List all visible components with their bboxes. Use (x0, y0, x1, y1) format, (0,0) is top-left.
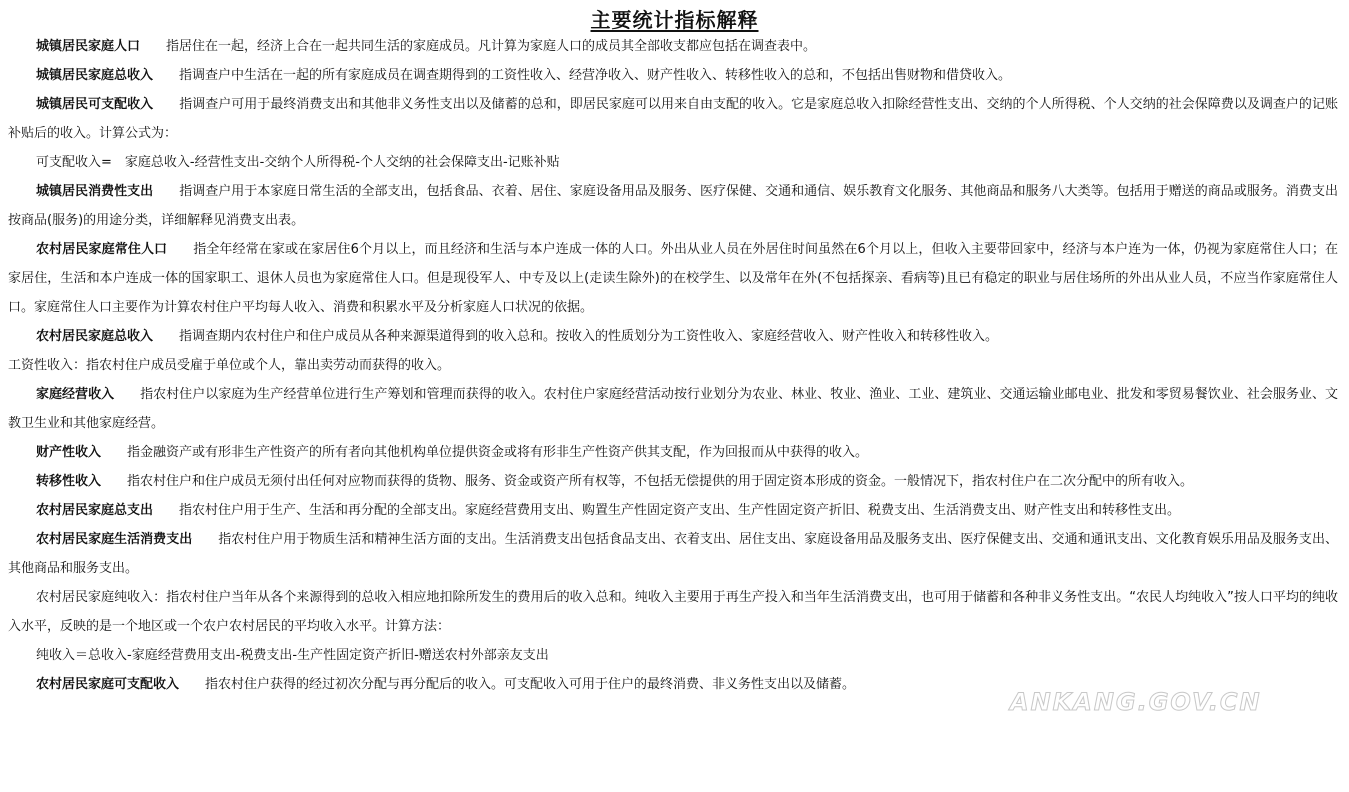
definition-paragraph (8, 235, 1338, 322)
definition-term: 财产性收入 (36, 445, 102, 460)
definition-paragraph (8, 177, 1338, 235)
definition-term: 农村居民家庭生活消费支出 (36, 532, 193, 547)
definition-term: 城镇居民可支配收入 (36, 97, 154, 112)
definition-term: 城镇居民家庭人口 (36, 39, 141, 54)
page-title: 主要统计指标解释 (590, 8, 759, 32)
definition-text: 指农村住户用于生产、生活和再分配的全部支出。家庭经营费用支出、购置生产性固定资产支出、生产性固定资产折旧、税费支出、生活消费支出、财产性支出和转移性支出。 (179, 503, 1181, 518)
definition-paragraph (8, 438, 1338, 467)
definition-paragraph (8, 90, 1338, 148)
definition-text: 指农村住户获得的经过初次分配与再分配后的收入。可支配收入可用于住户的最终消费、非义务性支出以及储蓄。 (205, 677, 856, 692)
definition-text: 农村居民家庭纯收入：指农村住户当年从各个来源得到的总收入相应地扣除所发生的费用后的收入总和。纯收入主要用于再生产投入和当年生活消费支出，也可用于储蓄和各种非义务性支出。“农民人均纯收入”按人口平均的纯收入水平，反映的是一个地区或一个农户农村居民的平均收入水平。计算方法： (8, 590, 1338, 634)
definition-text: 纯收入＝总收入-家庭经营费用支出-税费支出-生产性固定资产折旧-赠送农村外部亲友支出 (36, 648, 549, 663)
document-body (8, 32, 1338, 699)
definition-text: 指农村住户以家庭为生产经营单位进行生产筹划和管理而获得的收入。农村住户家庭经营活动按行业划分为农业、林业、牧业、渔业、工业、建筑业、交通运输业邮电业、批发和零贸易餐饮业、社会服务业、文教卫生业和其他家庭经营。 (8, 387, 1338, 431)
definition-text: 指农村住户和住户成员无须付出任何对应物而获得的货物、服务、资金或资产所有权等，不包括无偿提供的用于固定资本形成的资金。一般情况下，指农村住户在二次分配中的所有收入。 (127, 474, 1194, 489)
definition-term: 城镇居民家庭总收入 (36, 68, 154, 83)
definition-term: 农村居民家庭总收入 (36, 329, 154, 344)
definition-paragraph (8, 496, 1338, 525)
definition-text: 指金融资产或有形非生产性资产的所有者向其他机构单位提供资金或将有形非生产性资产供其支配，作为回报而从中获得的收入。 (127, 445, 869, 460)
definition-text: 指调查户可用于最终消费支出和其他非义务性支出以及储蓄的总和，即居民家庭可以用来自由支配的收入。它是家庭总收入扣除经营性支出、交纳的个人所得税、个人交纳的社会保障费以及调查户的记账补贴后的收入。计算公式为： (8, 97, 1338, 141)
definition-term: 城镇居民消费性支出 (36, 184, 154, 199)
definition-text: 指农村住户用于物质生活和精神生活方面的支出。生活消费支出包括食品支出、衣着支出、居住支出、家庭设备用品及服务支出、医疗保健支出、交通和通讯支出、文化教育娱乐用品及服务支出、其他商品和服务支出。 (8, 532, 1338, 576)
definition-term: 农村居民家庭常住人口 (36, 242, 168, 257)
definition-term: 转移性收入 (36, 474, 102, 489)
definition-term: 农村居民家庭总支出 (36, 503, 154, 518)
definition-text: 指调查户用于本家庭日常生活的全部支出，包括食品、衣着、居住、家庭设备用品及服务、医疗保健、交通和通信、娱乐教育文化服务、其他商品和服务八大类等。包括用于赠送的商品或服务。消费支出按商品(服务)的用途分类，详细解释见消费支出表。 (8, 184, 1338, 228)
site-watermark: ANKANG.GOV.CN (1010, 688, 1262, 716)
definition-text: 指居住在一起，经济上合在一起共同生活的家庭成员。凡计算为家庭人口的成员其全部收支都应包括在调查表中。 (166, 39, 817, 54)
definition-paragraph (8, 32, 1338, 61)
definition-text: 指全年经常在家或在家居住6个月以上，而且经济和生活与本户连成一体的人口。外出从业人员在外居住时间虽然在6个月以上，但收入主要带回家中，经济与本户连为一体，仍视为家庭常住人口；在家居住，生活和本户连成一体的国家职工、退休人员也为家庭常住人口。但是现役军人、中专及以上(走读生除外)的在校学生、以及常年在外(不包括探亲、看病等)且已有稳定的职业与居住场所的外出从业人员，不应当作家庭常住人口。家庭常住人口主要作为计算农村住户平均每人收入、消费和积累水平及分析家庭人口状况的依据。 (8, 242, 1338, 315)
definition-paragraph (8, 467, 1338, 496)
definition-paragraph (8, 148, 1338, 177)
definition-text: 可支配收入= 家庭总收入-经营性支出-交纳个人所得税-个人交纳的社会保障支出-记账补贴 (36, 155, 560, 170)
definition-term: 农村居民家庭可支配收入 (36, 677, 180, 692)
definition-paragraph (8, 351, 1338, 380)
definition-text: 工资性收入：指农村住户成员受雇于单位或个人，靠出卖劳动而获得的收入。 (8, 358, 451, 373)
definition-paragraph (8, 322, 1338, 351)
definition-paragraph (8, 380, 1338, 438)
definition-text: 指调查期内农村住户和住户成员从各种来源渠道得到的收入总和。按收入的性质划分为工资性收入、家庭经营收入、财产性收入和转移性收入。 (179, 329, 999, 344)
definition-paragraph (8, 525, 1338, 583)
definition-paragraph (8, 583, 1338, 641)
definition-text: 指调查户中生活在一起的所有家庭成员在调查期得到的工资性收入、经营净收入、财产性收入、转移性收入的总和，不包括出售财物和借贷收入。 (179, 68, 1012, 83)
definition-paragraph (8, 641, 1338, 670)
definition-term: 家庭经营收入 (36, 387, 115, 402)
definition-paragraph (8, 61, 1338, 90)
